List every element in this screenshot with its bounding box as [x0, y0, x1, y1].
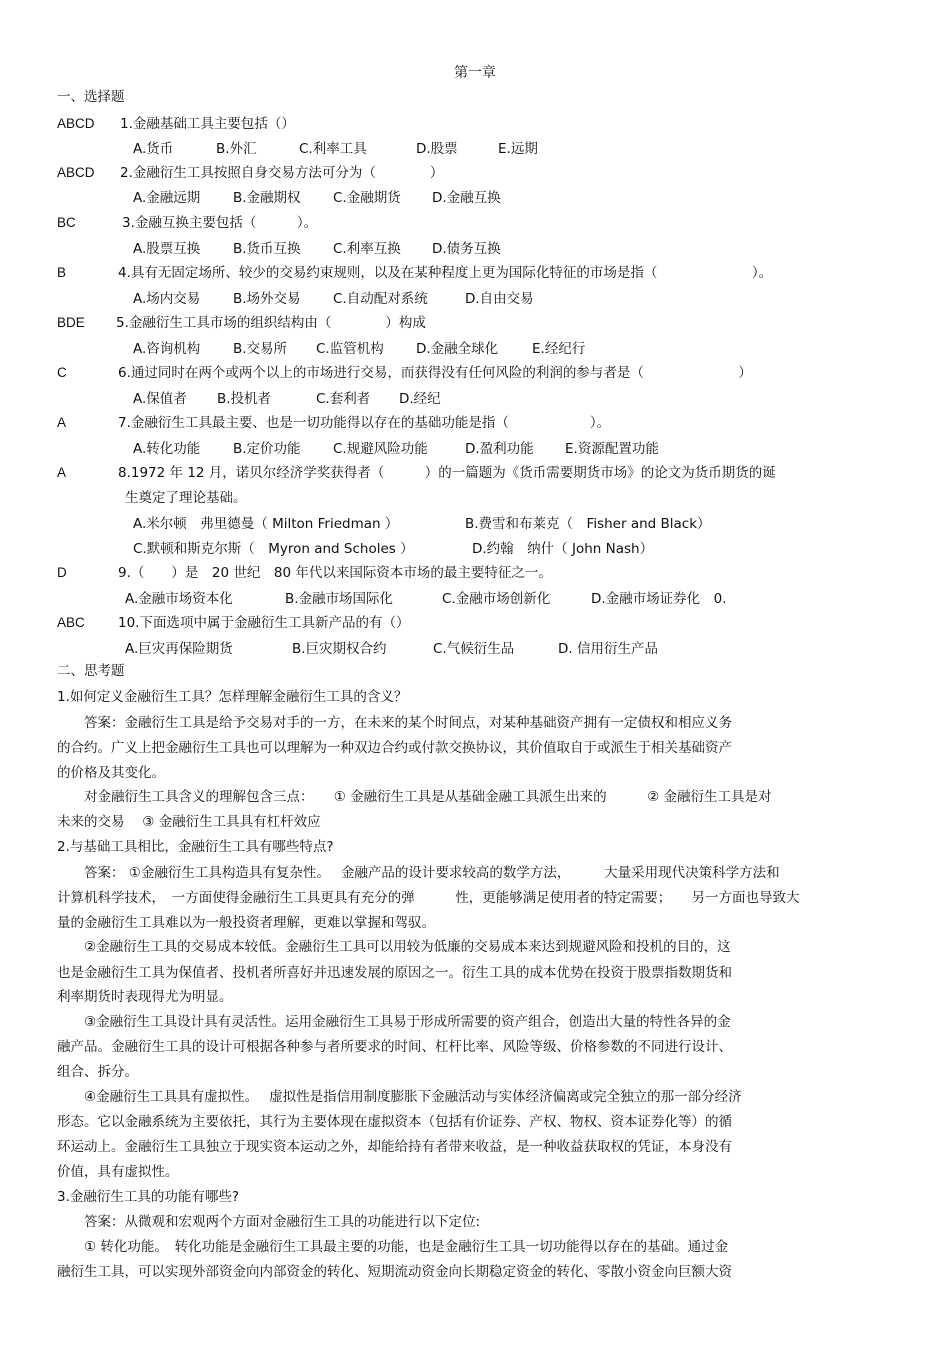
question-option: D. 信用衍生产品	[558, 641, 658, 657]
question-option: B.巨灾期权合约	[292, 641, 387, 657]
question-text: 3.金融互换主要包括（ ）。	[122, 215, 318, 231]
question-option: B.交易所	[233, 341, 288, 357]
text-line: 组合、拆分。	[57, 1064, 138, 1080]
answer-key: BDE	[57, 315, 85, 330]
question-text: 6.通过同时在两个或两个以上的市场进行交易，而获得没有任何风险的利润的参与者是（ ）	[118, 365, 752, 381]
answer-key: ABCD	[57, 165, 95, 180]
question-option: D.债务互换	[432, 241, 501, 257]
text-line: 答案：金融衍生工具是给予交易对手的一方，在未来的某个时间点，对某种基础资产拥有一定债权和相应义务	[57, 715, 732, 731]
question-option: C.自动配对系统	[333, 291, 428, 307]
question-option: A.转化功能	[133, 441, 201, 457]
question-option: D.金融互换	[432, 190, 501, 206]
question-option: B.金融市场国际化	[285, 591, 394, 607]
text-line: 的价格及其变化。	[57, 765, 165, 781]
question-option: D.金融全球化	[416, 341, 499, 357]
question-option: C.套利者	[316, 391, 371, 407]
question-option: D.金融市场证券化 0.	[591, 591, 727, 607]
answer-key: A	[57, 415, 67, 430]
answer-key: B	[57, 265, 67, 280]
text-line: 3.金融衍生工具的功能有哪些?	[57, 1189, 240, 1205]
answer-key: A	[57, 465, 67, 480]
answer-key: C	[57, 365, 67, 380]
question-text: 7.金融衍生工具最主要、也是一切功能得以存在的基础功能是指（ ）。	[118, 415, 611, 431]
question-option: A.场内交易	[133, 291, 201, 307]
answer-key: ABC	[57, 615, 85, 630]
question-option: A.货币	[133, 141, 174, 157]
question-option: C.气候衍生品	[433, 641, 515, 657]
section-heading-thinking: 二、思考题	[57, 663, 125, 679]
question-text: 10.下面选项中属于金融衍生工具新产品的有（）	[118, 615, 410, 631]
page-title: 第一章	[454, 65, 496, 81]
question-option: A.咨询机构	[133, 341, 201, 357]
question-option: C.利率互换	[333, 241, 401, 257]
question-option: A.股票互换	[133, 241, 201, 257]
text-line: 也是金融衍生工具为保值者、投机者所喜好并迅速发展的原因之一。衍生工具的成本优势在投资于股票指数期货和	[57, 965, 732, 981]
answer-key: ABCD	[57, 116, 95, 131]
question-option: B.场外交易	[233, 291, 301, 307]
text-line: 答案：从微观和宏观两个方面对金融衍生工具的功能进行以下定位:	[57, 1214, 481, 1230]
text-line: 融衍生工具，可以实现外部资金向内部资金的转化、短期流动资金向长期稳定资金的转化、零散小资金向巨额大资	[57, 1264, 732, 1280]
question-option: B.金融期权	[233, 190, 301, 206]
question-option: A.金融市场资本化	[125, 591, 233, 607]
text-line: 的合约。广义上把金融衍生工具也可以理解为一种双边合约或付款交换协议，其价值取自于或派生于相关基础资产	[57, 740, 732, 756]
question-option: E.远期	[498, 141, 538, 157]
text-line: 2.与基础工具相比，金融衍生工具有哪些特点?	[57, 839, 334, 855]
text-line: 量的金融衍生工具难以为一般投资者理解，更难以掌握和驾驭。	[57, 915, 435, 931]
text-line: 形态。它以金融系统为主要依托，其行为主要体现在虚拟资本（包括有价证券、产权、物权、资本证券化等）的循	[57, 1114, 732, 1130]
question-option: C.监管机构	[316, 341, 384, 357]
question-option: B.货币互换	[233, 241, 301, 257]
text-line: ②金融衍生工具的交易成本较低。金融衍生工具可以用较为低廉的交易成本来达到规避风险和投机的目的，这	[57, 939, 731, 955]
question-option: E.资源配置功能	[565, 441, 659, 457]
section-heading-choice: 一、选择题	[57, 89, 125, 105]
text-line: 对金融衍生工具含义的理解包含三点： ① 金融衍生工具是从基础金融工具派生出来的 ② 金融衍生工具是对	[57, 789, 772, 805]
question-text: 2.金融衍生工具按照自身交易方法可分为（ ）	[120, 165, 444, 181]
text-line: 环运动上。金融衍生工具独立于现实资本运动之外，却能给持有者带来收益，是一种收益获取权的凭证，本身没有	[57, 1139, 732, 1155]
question-option: C.金融期货	[333, 190, 401, 206]
question-option: C.规避风险功能	[333, 441, 428, 457]
question-option: E.经纪行	[532, 341, 586, 357]
text-line: 答案： ①金融衍生工具构造具有复杂性。 金融产品的设计要求较高的数学方法， 大量采用现代决策科学方法和	[57, 865, 780, 881]
question-option: D.盈利功能	[465, 441, 534, 457]
question-option: D.约翰 纳什（ John Nash）	[472, 541, 654, 557]
text-line: 价值，具有虚拟性。	[57, 1164, 179, 1180]
question-option: B.投机者	[217, 391, 272, 407]
question-option: A.保值者	[133, 391, 187, 407]
answer-key: D	[57, 565, 67, 580]
question-text: 5.金融衍生工具市场的组织结构由（ ）构成	[116, 315, 426, 331]
question-option: C.默顿和斯克尔斯（ Myron and Scholes ）	[133, 541, 414, 557]
text-line: 1.如何定义金融衍生工具？怎样理解金融衍生工具的含义？	[57, 689, 408, 705]
question-option: D.经纪	[399, 391, 441, 407]
question-option: B.外汇	[216, 141, 257, 157]
question-option: A.米尔顿 弗里德曼（ Milton Friedman ）	[133, 516, 399, 532]
question-text: 8.1972 年 12 月，诺贝尔经济学奖获得者（ ）的一篇题为《货币需要期货市场》的论文为货币期货的诞	[118, 465, 776, 481]
question-text: 1.金融基础工具主要包括（）	[120, 116, 295, 132]
text-line: 融产品。金融衍生工具的设计可根据各种参与者所要求的时间、杠杆比率、风险等级、价格参数的不同进行设计、	[57, 1039, 732, 1055]
question-option: D.自由交易	[465, 291, 534, 307]
question-option: B.定价功能	[233, 441, 301, 457]
question-option: D.股票	[416, 141, 458, 157]
text-line: ① 转化功能。 转化功能是金融衍生工具最主要的功能，也是金融衍生工具一切功能得以存在的基础。通过金	[57, 1239, 729, 1255]
question-text: 4.具有无固定场所、较少的交易约束规则，以及在某种程度上更为国际化特征的市场是指（ ）。	[118, 265, 773, 281]
question-option: C.金融市场创新化	[442, 591, 551, 607]
question-option: A.巨灾再保险期货	[125, 641, 233, 657]
question-text-continued: 生奠定了理论基础。	[125, 490, 247, 506]
text-line: 计算机科学技术， 一方面使得金融衍生工具更具有充分的弹 性，更能够满足使用者的特定需要； 另一方面也导致大	[57, 890, 800, 906]
text-line: ④金融衍生工具具有虚拟性。 虚拟性是指信用制度膨胀下金融活动与实体经济偏离或完全独立的那一部分经济	[57, 1089, 742, 1105]
text-line: 未来的交易 ③ 金融衍生工具具有杠杆效应	[57, 814, 321, 830]
text-line: ③金融衍生工具设计具有灵活性。运用金融衍生工具易于形成所需要的资产组合，创造出大量的特性各异的金	[57, 1014, 731, 1030]
question-option: A.金融远期	[133, 190, 201, 206]
answer-key: BC	[57, 215, 76, 230]
text-line: 利率期货时表现得尤为明显。	[57, 989, 233, 1005]
question-option: B.费雪和布莱克（ Fisher and Black）	[465, 516, 711, 532]
question-text: 9.（ ）是 20 世纪 80 年代以来国际资本市场的最主要特征之一。	[118, 565, 552, 581]
question-option: C.利率工具	[299, 141, 367, 157]
